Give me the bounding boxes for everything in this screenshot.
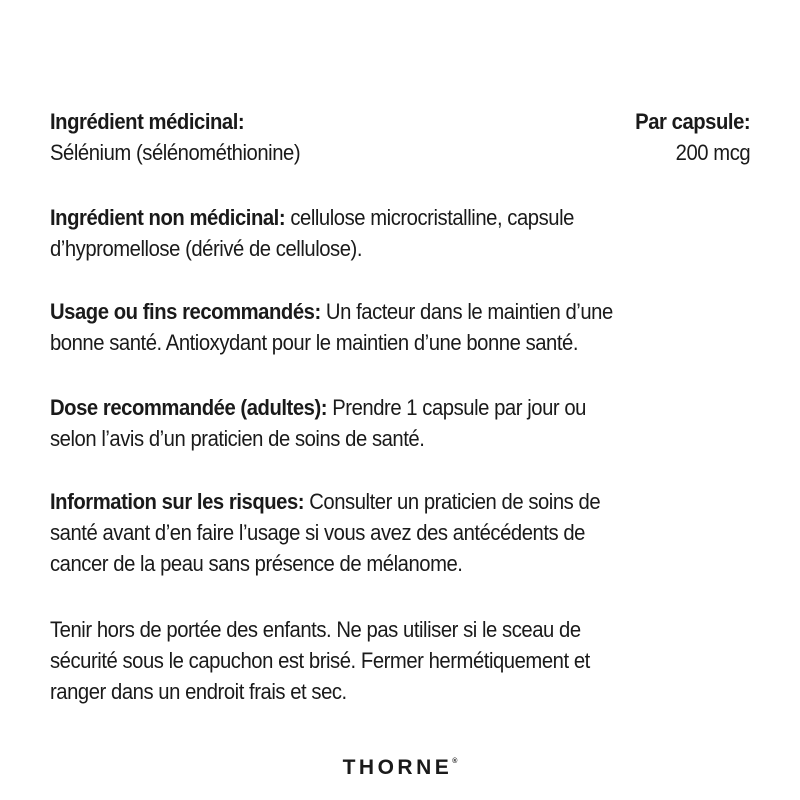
medicinal-value-row [50, 137, 750, 168]
ingredient-name: Sélénium (sélénométhionine) [50, 140, 301, 165]
warning-text-1: Tenir hors de portée des enfants. Ne pas utiliser si le sceau de [50, 617, 581, 642]
medicinal-heading-row [50, 106, 750, 137]
warning-section [50, 614, 750, 707]
risk-text-1: Consulter un praticien de soins de [304, 489, 601, 514]
usage-text-2: bonne santé. Antioxydant pour le maintien d’une bonne santé. [50, 330, 579, 355]
registered-mark: ® [452, 758, 458, 765]
nonmedicinal-ingredient-section [50, 202, 750, 264]
dose-heading: Dose recommandée (adultes): [50, 395, 328, 420]
dose-text-1: Prendre 1 capsule par jour ou [327, 395, 586, 420]
medicinal-heading: Ingrédient médicinal: [50, 109, 245, 134]
medicinal-ingredient-section [50, 106, 750, 168]
ingredient-amount: 200 mcg [675, 140, 751, 165]
risk-text-2: santé avant d’en faire l’usage si vous avez des antécédents de [50, 520, 585, 545]
dose-section [50, 392, 750, 454]
warning-text-3: ranger dans un endroit frais et sec. [50, 679, 347, 704]
risk-section [50, 486, 750, 579]
nonmedicinal-heading: Ingrédient non médicinal: [50, 205, 286, 230]
warning-text-2: sécurité sous le capuchon est brisé. Fermer hermétiquement et [50, 648, 590, 673]
brand-name: THORNE [342, 756, 453, 779]
usage-heading: Usage ou fins recommandés: [50, 299, 321, 324]
dose-text-2: selon l’avis d’un praticien de soins de santé. [50, 426, 425, 451]
usage-section [50, 296, 750, 358]
brand-logo [0, 756, 800, 780]
nonmedicinal-text-2: d’hypromellose (dérivé de cellulose). [50, 236, 363, 261]
nonmedicinal-text-1: cellulose microcristalline, capsule [285, 205, 574, 230]
risk-heading: Information sur les risques: [50, 489, 305, 514]
per-capsule-heading: Par capsule: [635, 109, 751, 134]
risk-text-3: cancer de la peau sans présence de mélanome. [50, 551, 463, 576]
usage-text-1: Un facteur dans le maintien d’une [320, 299, 613, 324]
